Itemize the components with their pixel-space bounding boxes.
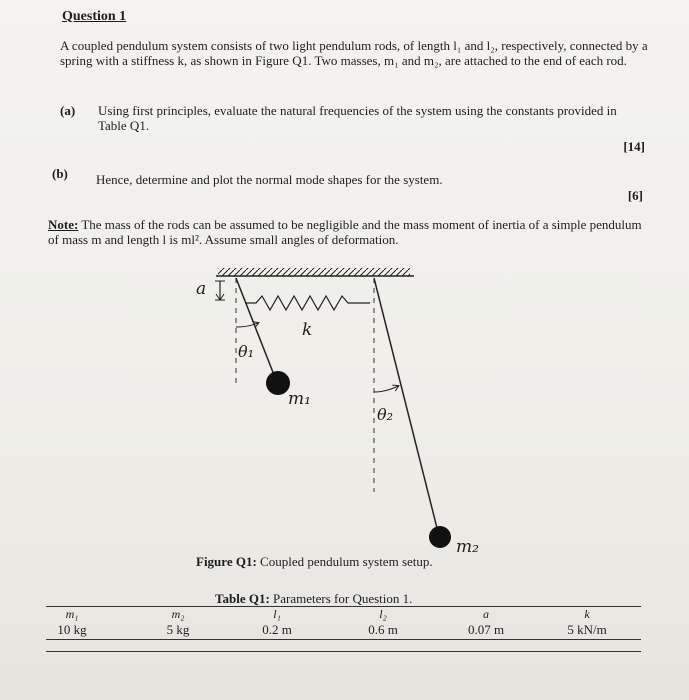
label-a: a xyxy=(196,279,207,299)
table-caption-text: Parameters for Question 1. xyxy=(269,591,413,606)
figure-caption-text: Coupled pendulum system setup. xyxy=(256,554,433,569)
table-header-l1: l₁ xyxy=(273,607,281,621)
table-value-m2: 5 kg xyxy=(166,622,190,637)
label-k: k xyxy=(302,320,313,340)
note-label: Note: xyxy=(48,217,79,232)
label-theta-1: θ₁ xyxy=(238,342,255,361)
table-header-m2: m₂ xyxy=(171,607,185,621)
table-value-m1: 10 kg xyxy=(57,622,87,637)
table-caption-label: Table Q1: xyxy=(215,591,270,606)
part-b-text: Hence, determine and plot the normal mode shapes for the system. xyxy=(96,172,443,187)
table-bottom-rule xyxy=(46,651,641,652)
spring xyxy=(246,296,370,310)
table-value-a: 0.07 m xyxy=(467,622,505,637)
question-intro: A coupled pendulum system consists of two light pendulum rods, of length l₁ and l₂, respectively, connected by a spring with a stiffness k, as shown in Figure Q1. Two masses, m₁ and m₂, are attached to the end of each rod. xyxy=(60,38,648,68)
figure-caption-label: Figure Q1: xyxy=(196,554,257,569)
figure-caption xyxy=(196,554,433,570)
part-a-label: (a) xyxy=(60,103,76,118)
part-b-label: (b) xyxy=(52,166,68,181)
pendulum-1-rod xyxy=(236,278,276,380)
label-m2: m₂ xyxy=(456,537,479,557)
table-value-k: 5 kN/m xyxy=(567,622,607,637)
part-a-marks: [14] xyxy=(623,139,645,154)
note-text: The mass of the rods can be assumed to be negligible and the mass moment of inertia of a simple pendulum of mass m and length l is ml². Assume small angles of deformation. xyxy=(48,217,642,247)
theta-2-arc xyxy=(374,386,398,392)
table-header-a: a xyxy=(483,607,489,621)
table-caption xyxy=(215,591,412,607)
table-header-m1: m₁ xyxy=(65,607,79,621)
table-header-k: k xyxy=(584,607,590,621)
part-b-marks: [6] xyxy=(627,188,643,203)
table-header-rule xyxy=(46,639,641,640)
ceiling-hatch xyxy=(218,268,410,276)
table-value-l1: 0.2 m xyxy=(262,622,292,637)
table-header-l2: l₂ xyxy=(379,607,387,621)
label-theta-2: θ₂ xyxy=(377,405,394,424)
mass-1-bob xyxy=(266,371,290,395)
question-title: Question 1 xyxy=(62,9,127,24)
mass-2-bob xyxy=(429,526,451,548)
label-m1: m₁ xyxy=(288,389,311,409)
table-value-l2: 0.6 m xyxy=(368,622,398,637)
part-a-text: Using first principles, evaluate the natural frequencies of the system using the constants provided in Table Q1. xyxy=(98,103,617,133)
